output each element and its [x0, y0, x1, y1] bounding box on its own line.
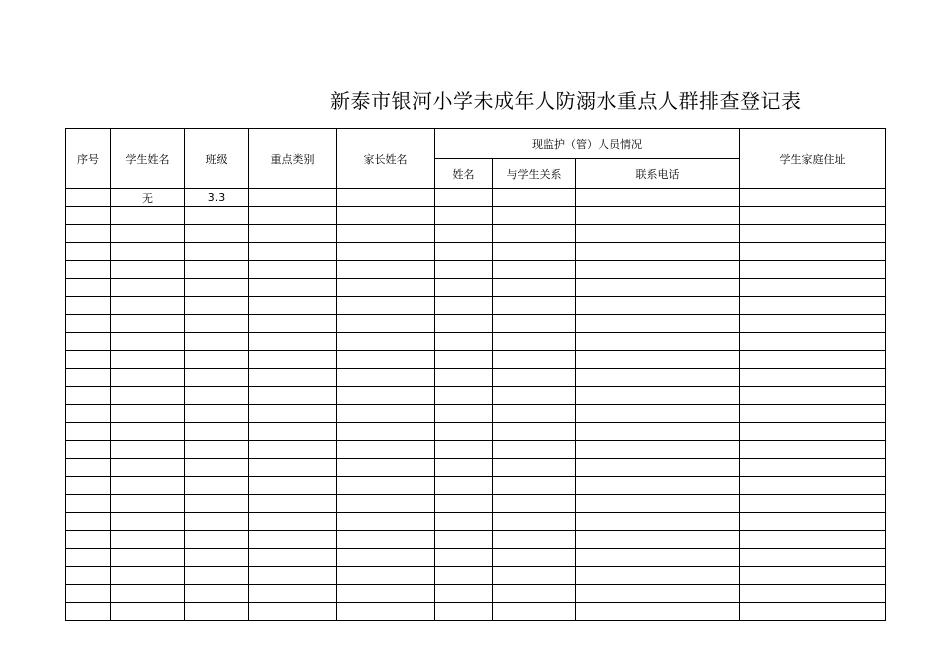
cell-class: [185, 585, 249, 603]
table-row: [66, 333, 886, 351]
cell-category: [249, 441, 337, 459]
cell-relation: [493, 531, 576, 549]
cell-category: [249, 225, 337, 243]
cell-address: [740, 495, 886, 513]
cell-relation: [493, 351, 576, 369]
cell-category: [249, 243, 337, 261]
cell-relation: [493, 279, 576, 297]
cell-parent-name: [337, 459, 435, 477]
cell-relation: [493, 603, 576, 621]
cell-student-name: [111, 531, 185, 549]
cell-relation: [493, 477, 576, 495]
cell-relation: [493, 297, 576, 315]
cell-category: [249, 603, 337, 621]
cell-parent-name: [337, 243, 435, 261]
cell-seq: [66, 279, 111, 297]
cell-parent-name: [337, 297, 435, 315]
cell-parent-name: [337, 405, 435, 423]
cell-seq: [66, 243, 111, 261]
cell-address: [740, 297, 886, 315]
cell-phone: [576, 297, 740, 315]
table-row: [66, 261, 886, 279]
header-seq: 序号: [66, 129, 111, 189]
cell-relation: [493, 549, 576, 567]
table-body: [66, 189, 886, 621]
cell-parent-name: [337, 585, 435, 603]
cell-phone: [576, 549, 740, 567]
cell-category: [249, 189, 337, 207]
cell-class: [185, 603, 249, 621]
cell-category: [249, 261, 337, 279]
cell-guardian-name: [435, 297, 493, 315]
cell-student-name: [111, 441, 185, 459]
cell-seq: [66, 207, 111, 225]
cell-class: [185, 549, 249, 567]
table-row: [66, 585, 886, 603]
cell-class: [185, 441, 249, 459]
cell-address: [740, 333, 886, 351]
cell-address: [740, 423, 886, 441]
header-student-name: 学生姓名: [111, 129, 185, 189]
table-row: [66, 423, 886, 441]
cell-address: [740, 459, 886, 477]
cell-seq: [66, 189, 111, 207]
cell-student-name: [111, 549, 185, 567]
cell-student-name: 无: [111, 189, 185, 207]
header-category: 重点类别: [249, 129, 337, 189]
table-row: [66, 279, 886, 297]
cell-parent-name: [337, 495, 435, 513]
cell-category: [249, 495, 337, 513]
cell-phone: [576, 279, 740, 297]
cell-class: [185, 297, 249, 315]
cell-category: [249, 333, 337, 351]
cell-phone: [576, 603, 740, 621]
cell-class: [185, 459, 249, 477]
cell-seq: [66, 459, 111, 477]
cell-class: [185, 567, 249, 585]
cell-class: [185, 495, 249, 513]
cell-student-name: [111, 297, 185, 315]
cell-student-name: [111, 369, 185, 387]
cell-student-name: [111, 225, 185, 243]
cell-phone: [576, 423, 740, 441]
table-row: [66, 351, 886, 369]
cell-category: [249, 531, 337, 549]
cell-seq: [66, 351, 111, 369]
cell-student-name: [111, 585, 185, 603]
cell-student-name: [111, 495, 185, 513]
header-class: 班级: [185, 129, 249, 189]
cell-seq: [66, 369, 111, 387]
table-row: [66, 549, 886, 567]
cell-guardian-name: [435, 189, 493, 207]
cell-seq: [66, 333, 111, 351]
cell-phone: [576, 513, 740, 531]
header-guardian-name: 姓名: [435, 159, 493, 189]
cell-phone: [576, 387, 740, 405]
table-row: [66, 315, 886, 333]
cell-address: [740, 279, 886, 297]
cell-category: [249, 423, 337, 441]
cell-parent-name: [337, 279, 435, 297]
cell-student-name: [111, 243, 185, 261]
cell-category: [249, 567, 337, 585]
table-row: [66, 603, 886, 621]
cell-class: [185, 423, 249, 441]
cell-address: [740, 531, 886, 549]
cell-relation: [493, 405, 576, 423]
cell-category: [249, 315, 337, 333]
cell-relation: [493, 189, 576, 207]
cell-student-name: [111, 603, 185, 621]
cell-guardian-name: [435, 603, 493, 621]
cell-relation: [493, 207, 576, 225]
cell-address: [740, 513, 886, 531]
cell-parent-name: [337, 351, 435, 369]
cell-category: [249, 549, 337, 567]
cell-guardian-name: [435, 315, 493, 333]
cell-class: [185, 261, 249, 279]
cell-phone: [576, 477, 740, 495]
cell-relation: [493, 261, 576, 279]
cell-guardian-name: [435, 495, 493, 513]
cell-guardian-name: [435, 387, 493, 405]
table-row: [66, 369, 886, 387]
cell-parent-name: [337, 387, 435, 405]
cell-seq: [66, 405, 111, 423]
cell-address: [740, 207, 886, 225]
cell-guardian-name: [435, 261, 493, 279]
table-row: [66, 243, 886, 261]
cell-address: [740, 261, 886, 279]
registration-table: [65, 128, 886, 621]
cell-class: [185, 279, 249, 297]
cell-guardian-name: [435, 351, 493, 369]
cell-phone: [576, 333, 740, 351]
cell-guardian-name: [435, 333, 493, 351]
cell-phone: [576, 261, 740, 279]
cell-seq: [66, 261, 111, 279]
cell-parent-name: [337, 513, 435, 531]
cell-guardian-name: [435, 459, 493, 477]
cell-parent-name: [337, 261, 435, 279]
cell-parent-name: [337, 603, 435, 621]
table-row: [66, 297, 886, 315]
cell-parent-name: [337, 423, 435, 441]
cell-relation: [493, 585, 576, 603]
cell-phone: [576, 405, 740, 423]
cell-address: [740, 351, 886, 369]
cell-category: [249, 459, 337, 477]
cell-class: [185, 225, 249, 243]
cell-student-name: [111, 567, 185, 585]
cell-seq: [66, 513, 111, 531]
cell-address: [740, 477, 886, 495]
table-row: [66, 387, 886, 405]
cell-parent-name: [337, 441, 435, 459]
cell-parent-name: [337, 207, 435, 225]
cell-seq: [66, 531, 111, 549]
header-phone: 联系电话: [576, 159, 740, 189]
cell-student-name: [111, 207, 185, 225]
cell-category: [249, 477, 337, 495]
cell-phone: [576, 351, 740, 369]
cell-seq: [66, 315, 111, 333]
cell-relation: [493, 333, 576, 351]
cell-address: [740, 387, 886, 405]
cell-guardian-name: [435, 279, 493, 297]
cell-relation: [493, 243, 576, 261]
cell-seq: [66, 423, 111, 441]
cell-guardian-name: [435, 513, 493, 531]
cell-address: [740, 243, 886, 261]
table-row: [66, 495, 886, 513]
cell-seq: [66, 441, 111, 459]
cell-seq: [66, 567, 111, 585]
cell-category: [249, 207, 337, 225]
cell-address: [740, 585, 886, 603]
cell-relation: [493, 423, 576, 441]
cell-student-name: [111, 261, 185, 279]
cell-address: [740, 549, 886, 567]
cell-class: [185, 207, 249, 225]
cell-guardian-name: [435, 243, 493, 261]
cell-relation: [493, 315, 576, 333]
table-row: [66, 531, 886, 549]
table-row: [66, 189, 886, 207]
header-parent-name: 家长姓名: [337, 129, 435, 189]
cell-seq: [66, 495, 111, 513]
cell-student-name: [111, 333, 185, 351]
cell-relation: [493, 387, 576, 405]
cell-phone: [576, 207, 740, 225]
cell-guardian-name: [435, 477, 493, 495]
cell-category: [249, 387, 337, 405]
header-relation: 与学生关系: [493, 159, 576, 189]
cell-parent-name: [337, 567, 435, 585]
cell-parent-name: [337, 225, 435, 243]
cell-relation: [493, 225, 576, 243]
cell-relation: [493, 369, 576, 387]
cell-phone: [576, 441, 740, 459]
cell-class: [185, 477, 249, 495]
cell-seq: [66, 603, 111, 621]
cell-category: [249, 351, 337, 369]
cell-guardian-name: [435, 585, 493, 603]
page-title: 新泰市银河小学未成年人防溺水重点人群排查登记表: [330, 89, 802, 113]
cell-parent-name: [337, 369, 435, 387]
header-guardian-group: 现监护（管）人员情况: [435, 129, 740, 159]
cell-student-name: [111, 459, 185, 477]
cell-relation: [493, 513, 576, 531]
cell-category: [249, 585, 337, 603]
table-row: [66, 207, 886, 225]
cell-address: [740, 603, 886, 621]
cell-guardian-name: [435, 369, 493, 387]
cell-student-name: [111, 351, 185, 369]
cell-guardian-name: [435, 225, 493, 243]
cell-seq: [66, 387, 111, 405]
table-row: [66, 459, 886, 477]
cell-parent-name: [337, 477, 435, 495]
cell-phone: [576, 567, 740, 585]
cell-guardian-name: [435, 549, 493, 567]
cell-class: 3.3: [185, 189, 249, 207]
cell-address: [740, 315, 886, 333]
cell-seq: [66, 225, 111, 243]
cell-student-name: [111, 387, 185, 405]
cell-class: [185, 333, 249, 351]
cell-class: [185, 315, 249, 333]
cell-student-name: [111, 405, 185, 423]
cell-category: [249, 279, 337, 297]
cell-relation: [493, 459, 576, 477]
table-row: [66, 513, 886, 531]
cell-parent-name: [337, 189, 435, 207]
cell-class: [185, 405, 249, 423]
cell-student-name: [111, 423, 185, 441]
cell-relation: [493, 567, 576, 585]
cell-phone: [576, 531, 740, 549]
cell-address: [740, 441, 886, 459]
cell-category: [249, 513, 337, 531]
table-row: [66, 225, 886, 243]
cell-class: [185, 387, 249, 405]
cell-address: [740, 405, 886, 423]
cell-relation: [493, 495, 576, 513]
cell-student-name: [111, 513, 185, 531]
cell-seq: [66, 549, 111, 567]
cell-parent-name: [337, 315, 435, 333]
cell-phone: [576, 585, 740, 603]
cell-guardian-name: [435, 441, 493, 459]
table-row: [66, 441, 886, 459]
table-row: [66, 477, 886, 495]
cell-seq: [66, 297, 111, 315]
cell-guardian-name: [435, 423, 493, 441]
table-row: [66, 405, 886, 423]
cell-seq: [66, 477, 111, 495]
cell-address: [740, 189, 886, 207]
cell-phone: [576, 225, 740, 243]
table-header-row: [66, 129, 886, 159]
cell-guardian-name: [435, 531, 493, 549]
cell-address: [740, 225, 886, 243]
cell-class: [185, 531, 249, 549]
cell-class: [185, 513, 249, 531]
cell-class: [185, 351, 249, 369]
cell-student-name: [111, 477, 185, 495]
cell-guardian-name: [435, 567, 493, 585]
cell-seq: [66, 585, 111, 603]
cell-address: [740, 567, 886, 585]
table-row: [66, 567, 886, 585]
cell-phone: [576, 243, 740, 261]
cell-guardian-name: [435, 405, 493, 423]
cell-relation: [493, 441, 576, 459]
cell-phone: [576, 495, 740, 513]
cell-category: [249, 405, 337, 423]
cell-guardian-name: [435, 207, 493, 225]
cell-student-name: [111, 315, 185, 333]
cell-class: [185, 369, 249, 387]
cell-phone: [576, 459, 740, 477]
cell-category: [249, 369, 337, 387]
cell-address: [740, 369, 886, 387]
cell-class: [185, 243, 249, 261]
cell-category: [249, 297, 337, 315]
cell-phone: [576, 315, 740, 333]
header-address: 学生家庭住址: [740, 129, 886, 189]
cell-parent-name: [337, 531, 435, 549]
cell-parent-name: [337, 549, 435, 567]
cell-phone: [576, 189, 740, 207]
cell-student-name: [111, 279, 185, 297]
cell-phone: [576, 369, 740, 387]
cell-parent-name: [337, 333, 435, 351]
